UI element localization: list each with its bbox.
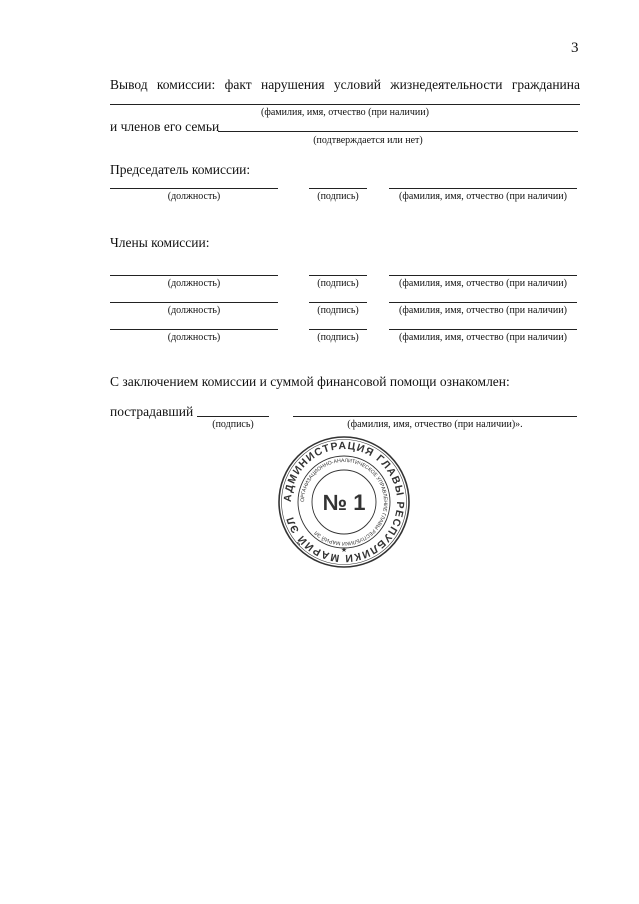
victim-label: пострадавший <box>110 404 194 419</box>
page-number: 3 <box>571 40 579 56</box>
stamp-outer-text: АДМИНИСТРАЦИЯ ГЛАВЫ РЕСПУБЛИКИ МАРИЙ ЭЛ <box>281 439 407 565</box>
member-position-line <box>110 329 278 330</box>
member-name-caption: (фамилия, имя, отчество (при наличии) <box>399 305 567 316</box>
conclusion-text: Вывод комиссии: факт нарушения условий жизнедеятельности гражданина <box>110 77 580 92</box>
confirm-caption: (подтверждается или нет) <box>313 135 423 146</box>
official-stamp <box>274 432 414 572</box>
member-position-caption: (должность) <box>167 305 221 316</box>
member-name-caption: (фамилия, имя, отчество (при наличии) <box>399 332 567 343</box>
member-name-line <box>389 302 577 303</box>
chairman-position-caption: (должность) <box>167 191 221 202</box>
stamp-inner-text: ОРГАНИЗАЦИОННО-АНАЛИТИЧЕСКОЕ УПРАВЛЕНИЕ ГЛАВЫ РЕСПУБЛИКИ МАРИЙ ЭЛ <box>299 457 389 547</box>
chairman-position-line <box>110 188 278 189</box>
chairman-name-line <box>389 188 577 189</box>
chairman-signature-caption: (подпись) <box>317 191 359 202</box>
acknowledgement-text: С заключением комиссии и суммой финансовой помощи ознакомлен: <box>110 374 510 389</box>
victim-signature-line <box>197 416 269 417</box>
member-signature-line <box>309 275 367 276</box>
member-signature-caption: (подпись) <box>317 305 359 316</box>
member-position-caption: (должность) <box>167 332 221 343</box>
family-line <box>218 131 578 132</box>
member-name-line <box>389 329 577 330</box>
chairman-signature-line <box>309 188 367 189</box>
chairman-label: Председатель комиссии: <box>110 162 251 177</box>
victim-name-caption: (фамилия, имя, отчество (при наличии)». <box>347 419 523 430</box>
stamp-number: № 1 <box>322 490 366 515</box>
stamp-star-icon: ★ <box>340 547 348 554</box>
members-label: Члены комиссии: <box>110 235 210 250</box>
victim-signature-caption: (подпись) <box>212 419 254 430</box>
member-signature-line <box>309 302 367 303</box>
member-name-line <box>389 275 577 276</box>
conclusion-name-caption: (фамилия, имя, отчество (при наличии) <box>261 107 429 118</box>
family-label: и членов его семьи <box>110 119 220 134</box>
member-signature-line <box>309 329 367 330</box>
member-signature-caption: (подпись) <box>317 332 359 343</box>
member-signature-caption: (подпись) <box>317 278 359 289</box>
member-position-caption: (должность) <box>167 278 221 289</box>
member-name-caption: (фамилия, имя, отчество (при наличии) <box>399 278 567 289</box>
conclusion-name-line <box>110 104 580 105</box>
victim-name-line <box>293 416 577 417</box>
member-position-line <box>110 275 278 276</box>
member-position-line <box>110 302 278 303</box>
chairman-name-caption: (фамилия, имя, отчество (при наличии) <box>399 191 567 202</box>
